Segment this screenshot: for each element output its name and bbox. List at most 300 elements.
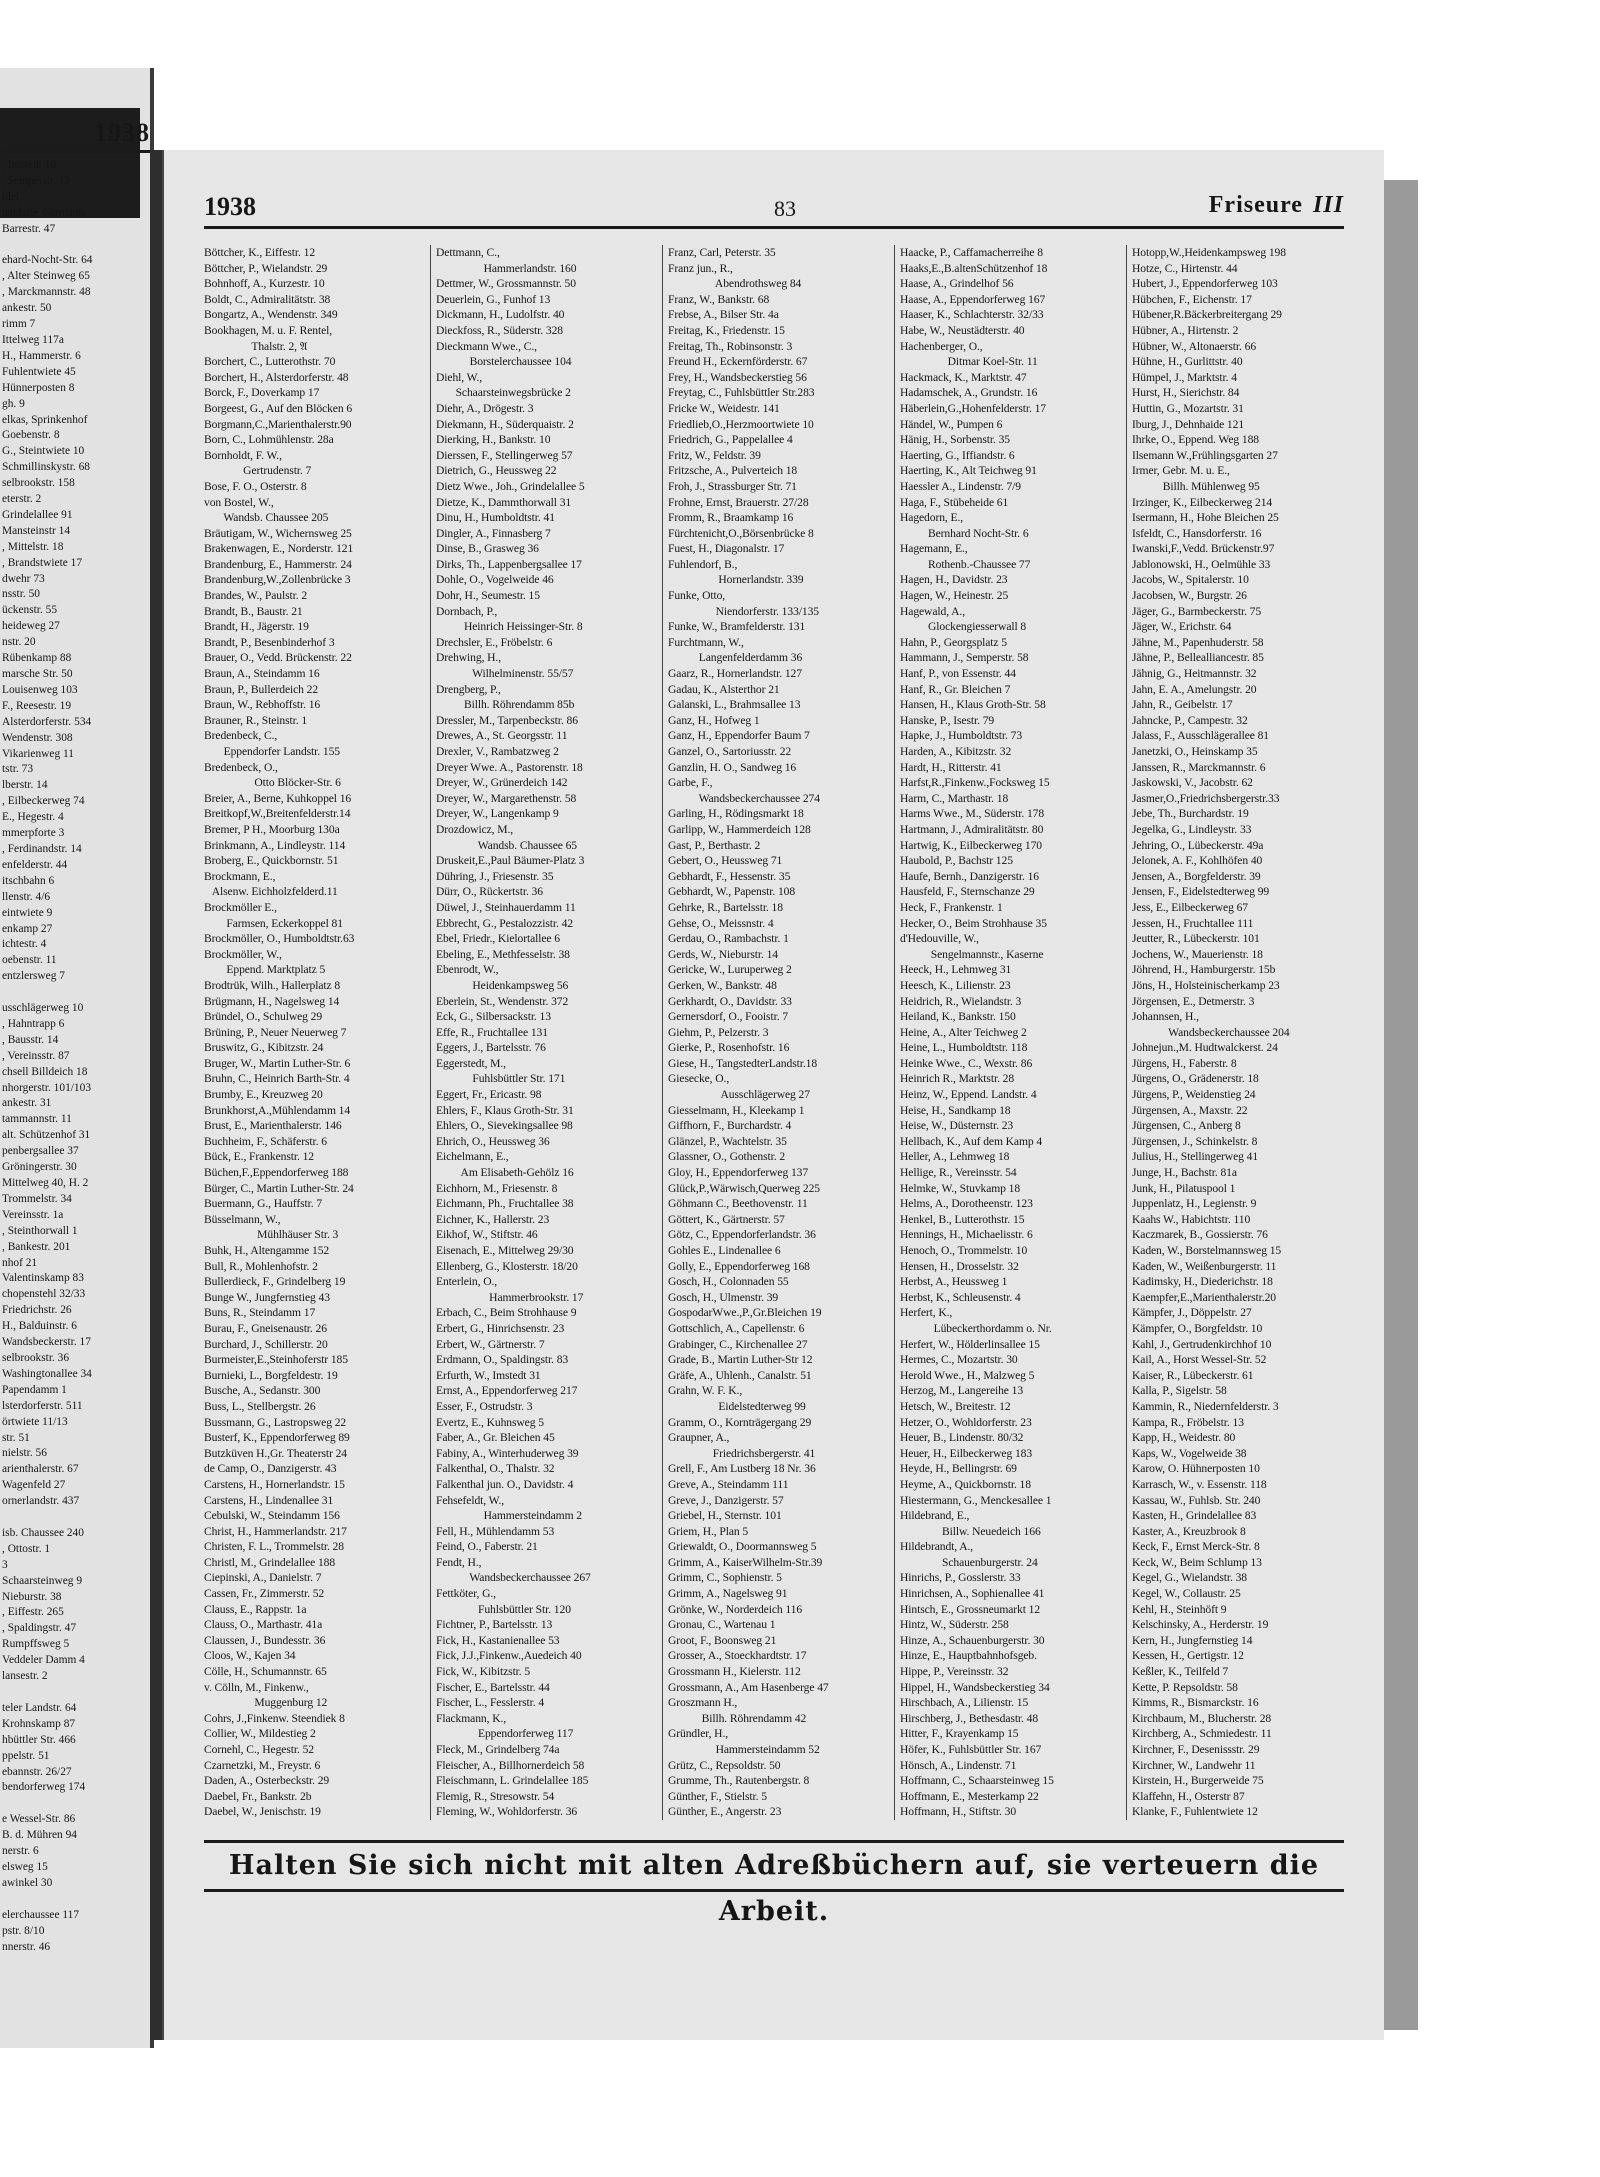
directory-entry: Erbach, C., Beim Strohhause 9 [436, 1306, 577, 1320]
directory-entry: Muggenburg 12 [204, 1696, 328, 1710]
directory-entry: Hübener,R.Bäckerbreitergang 29 [1132, 308, 1282, 322]
left-page-entry: H., Hammerstr. 6 [2, 349, 81, 362]
directory-entry: Gierke, P., Rosenhofstr. 16 [668, 1041, 790, 1055]
left-page-entry: H., Balduinstr. 6 [2, 1320, 77, 1333]
directory-entry: Heuer, B., Lindenstr. 80/32 [900, 1431, 1024, 1445]
left-page-entry: Vereinsstr. 1a [2, 1208, 64, 1221]
directory-entry: Kaiser, R., Lübeckerstr. 61 [1132, 1368, 1254, 1382]
directory-entry: Junge, H., Bachstr. 81a [1132, 1166, 1237, 1180]
directory-entry: Hackmack, K., Marktstr. 47 [900, 370, 1027, 384]
directory-entry: Freitag, Th., Robinsonstr. 3 [668, 339, 793, 353]
directory-entry: Bruhn, C., Heinrich Barth-Str. 4 [204, 1072, 350, 1086]
directory-entry: Bredenbeck, C., [204, 729, 278, 743]
directory-entry: Schauenburgerstr. 24 [900, 1555, 1038, 1569]
directory-entry: Hübner, A., Hirtenstr. 2 [1132, 323, 1239, 337]
directory-entry: Boldt, C., Admiralitätstr. 38 [204, 292, 331, 306]
directory-entry: Günther, E., Angerstr. 23 [668, 1805, 782, 1819]
directory-entry: Billh. Mühlenweg 95 [1132, 479, 1260, 493]
directory-entry: Bredenbeck, O., [204, 760, 278, 774]
directory-entry: Dreyer, W., Grünerdeich 142 [436, 776, 568, 790]
directory-entry: Hapke, J., Humboldtstr. 73 [900, 729, 1023, 743]
directory-entry: Frey, H., Wandsbeckerstieg 56 [668, 370, 807, 384]
left-page-entry: , Brandstwiete 17 [2, 556, 83, 569]
directory-entry: Kirchner, F., Desenissstr. 29 [1132, 1743, 1260, 1756]
directory-entry: Göhmann C., Beethovenstr. 11 [668, 1197, 808, 1211]
directory-entry: Herbst, A., Heussweg 1 [900, 1275, 1008, 1289]
directory-entry: Franz, Carl, Peterstr. 35 [668, 246, 776, 259]
directory-entry: Falkenthal, O., Thalstr. 32 [436, 1462, 555, 1476]
directory-entry: Herbst, K., Schleusenstr. 4 [900, 1290, 1021, 1304]
directory-entry: Habe, W., Neustädterstr. 40 [900, 323, 1025, 337]
directory-entry: Dieckfoss, R., Süderstr. 328 [436, 323, 563, 337]
left-page-entry: , Bausstr. 14 [2, 1033, 59, 1046]
left-page-entry: llenstr. 4/6 [2, 890, 51, 903]
directory-entry: Heiland, K., Bankstr. 150 [900, 1010, 1016, 1024]
directory-entry: Funke, Otto, [668, 589, 726, 603]
directory-entry: Friedlieb,O.,Herzmoortwiete 10 [668, 417, 814, 431]
directory-entry: Fick, W., Kibitzstr. 5 [436, 1665, 531, 1679]
directory-entry: Wandsbeckerchaussee 274 [668, 791, 820, 805]
directory-entry: Brockmöller, W., [204, 947, 282, 961]
directory-entry: Eisenach, E., Mittelweg 29/30 [436, 1244, 574, 1257]
directory-entry: Carstens, H., Lindenallee 31 [204, 1493, 334, 1507]
left-page-entry: nsstr. 50 [2, 588, 40, 601]
directory-entry: Dierssen, F., Stellingerweg 57 [436, 448, 573, 462]
directory-entry: Hardt, H., Ritterstr. 41 [900, 760, 1002, 774]
directory-entry: Fuest, H., Diagonalstr. 17 [668, 542, 785, 556]
directory-entry: v. Cölln, M., Finkenw., [204, 1680, 309, 1694]
directory-entry: Heise, H., Sandkamp 18 [900, 1103, 1011, 1117]
directory-entry: Bohnhoff, A., Kurzestr. 10 [204, 277, 325, 291]
left-page-entry: Friedrichstr. 26 [2, 1304, 72, 1317]
left-page-entry: , Mittelstr. 18 [2, 540, 64, 553]
directory-entry: Haase, A., Eppendorferweg 167 [900, 292, 1046, 306]
directory-entry: Harm, C., Marthastr. 18 [900, 791, 1009, 805]
directory-entry: Dietze, K., Dammthorwall 31 [436, 495, 572, 509]
directory-entry: Groszmann H., [668, 1696, 738, 1710]
directory-entry: Hildebrandt, A., [900, 1540, 974, 1554]
directory-entry: Jahncke, P., Campestr. 32 [1132, 713, 1248, 727]
directory-entry: Hippe, P., Vereinsstr. 32 [900, 1665, 1009, 1679]
directory-entry: Helmke, W., Stuvkamp 18 [900, 1181, 1021, 1195]
left-page-entry: eterstr. 2 [2, 493, 42, 506]
directory-entry: Bürger, C., Martin Luther-Str. 24 [204, 1181, 354, 1195]
left-page-entry: pstr. 8/10 [2, 1924, 45, 1937]
left-page-entry: Fuhlentwiete 45 [2, 365, 76, 378]
directory-entry: Brockmöller, O., Humboldtstr.63 [204, 932, 355, 946]
footer-slogan: Halten Sie sich nicht mit alten Adreßbüchern auf, sie verteuern die Arbeit. [204, 1840, 1344, 1892]
directory-entry: Bull, R., Mohlenhofstr. 2 [204, 1259, 318, 1273]
left-page-entry: lberstr. 14 [2, 779, 48, 792]
directory-entry: Freytag, C., Fuhlsbüttler Str.283 [668, 386, 815, 400]
directory-entry: Brauer, O., Vedd. Brückenstr. 22 [204, 651, 352, 665]
directory-entry: Niendorferstr. 133/135 [668, 604, 819, 618]
directory-entry: Kirchbaum, M., Blucherstr. 28 [1132, 1711, 1272, 1725]
directory-entry: Hintz, W., Süderstr. 258 [900, 1618, 1009, 1632]
directory-entry: Eichner, K., Hallerstr. 23 [436, 1212, 550, 1226]
left-page-entry: , Steinthorwall 1 [2, 1224, 78, 1237]
directory-entry: Ganz, H., Eppendorfer Baum 7 [668, 729, 810, 743]
header-year: 1938 [204, 192, 256, 221]
column-divider [894, 245, 895, 1820]
left-page-entry: , Spaldingstr. 47 [2, 1622, 77, 1635]
left-page-entry: Washingtonallee 34 [2, 1367, 92, 1380]
directory-entry: Griebel, H., Sternstr. 101 [668, 1509, 782, 1523]
directory-entry: Christl, M., Grindelallee 188 [204, 1555, 336, 1569]
page-stack-edge [1382, 180, 1418, 2030]
left-page-entry: gh. 9 [2, 397, 25, 410]
directory-entry: Greve, A., Steindamm 111 [668, 1477, 789, 1491]
directory-entry: GospodarWwe.,P.,Gr.Bleichen 19 [668, 1306, 822, 1320]
directory-entry: Keck, W., Beim Schlump 13 [1132, 1555, 1262, 1569]
directory-entry: Jochens, W., Mauerienstr. 18 [1132, 947, 1263, 961]
directory-entry: Gerkhardt, O., Davidstr. 33 [668, 994, 792, 1008]
directory-entry: Franz, W., Bankstr. 68 [668, 292, 770, 306]
directory-entry: Haufe, Bernh., Danzigerstr. 16 [900, 869, 1039, 883]
directory-entry: Erbert, G., Hinrichsenstr. 23 [436, 1321, 565, 1335]
left-page-entry: teler Landstr. 64 [2, 1701, 77, 1714]
directory-entry: Dühring, J., Friesenstr. 35 [436, 869, 554, 883]
left-page-entry: dwehr 73 [2, 572, 45, 585]
left-page-entry: Goebenstr. 8 [2, 429, 60, 442]
directory-entry: Kaden, W., Borstelmannsweg 15 [1132, 1244, 1282, 1257]
directory-entry: Sengelmannstr., Kaserne [900, 947, 1044, 961]
directory-entry: Hubert, J., Eppendorferweg 103 [1132, 277, 1278, 291]
directory-entry: Brust, E., Marienthalerstr. 146 [204, 1119, 342, 1133]
left-page-entry: Gröningerstr. 30 [2, 1161, 77, 1174]
directory-entry: Gebhardt, W., Papenstr. 108 [668, 885, 796, 899]
directory-column-1 [204, 245, 426, 1820]
left-page-entry: Hünnerposten 8 [2, 381, 75, 394]
left-page-entry: , Semperstr. 12 [2, 174, 71, 187]
directory-entry: Cornehl, C., Hegestr. 52 [204, 1743, 314, 1756]
directory-entry: Burau, F., Gneisenaustr. 26 [204, 1321, 327, 1335]
left-page-entry: selbrookstr. 36 [2, 1351, 70, 1364]
directory-entry: Jehring, O., Lübeckerstr. 49a [1132, 838, 1264, 852]
directory-entry: Gaarz, R., Hornerlandstr. 127 [668, 667, 802, 681]
directory-entry: Kampa, R., Fröbelstr. 13 [1132, 1415, 1244, 1429]
directory-entry: Cloos, W., Kajen 34 [204, 1649, 296, 1663]
directory-entry: Kegel, G., Wielandstr. 38 [1132, 1571, 1247, 1585]
directory-entry: Fick, J.J.,Finkenw.,Auedeich 40 [436, 1649, 582, 1663]
directory-entry: Jalass, F., Ausschlägerallee 81 [1132, 729, 1269, 743]
directory-entry: Effe, R., Fruchtallee 131 [436, 1025, 548, 1039]
left-page-entry: , Eilbeckerweg 74 [2, 795, 85, 808]
directory-entry: Brockmann, E., [204, 869, 276, 883]
directory-entry: Helms, A., Dorotheenstr. 123 [900, 1197, 1033, 1211]
directory-entry: Hanf, P., von Essenstr. 44 [900, 667, 1016, 681]
left-page-entry: , Alter Steinweg 65 [2, 270, 90, 283]
directory-entry: Kahl, J., Gertrudenkirchhof 10 [1132, 1337, 1272, 1351]
directory-entry: Fricke W., Weidestr. 141 [668, 401, 780, 415]
left-page-entry: nhof 21 [2, 1256, 38, 1269]
directory-entry: Eck, G., Silbersackstr. 13 [436, 1010, 551, 1024]
directory-entry: Brunkhorst,A.,Mühlendamm 14 [204, 1103, 351, 1117]
directory-entry: Borck, F., Doverkamp 17 [204, 386, 320, 400]
directory-entry: Dreyer Wwe. A., Pastorenstr. 18 [436, 760, 583, 774]
directory-entry: Hadamschek, A., Grundstr. 16 [900, 386, 1038, 400]
directory-entry: Friedrichsbergerstr. 41 [668, 1446, 816, 1460]
directory-entry: Glockengiesserwall 8 [900, 620, 1027, 634]
left-page-entry: hbüttler Str. 466 [2, 1733, 76, 1746]
left-page-entry: alt. Schützenhof 31 [2, 1129, 91, 1142]
directory-entry: Keßler, K., Teilfeld 7 [1132, 1665, 1229, 1679]
directory-entry: Dieckmann Wwe., C., [436, 339, 537, 353]
directory-entry: Gramm, O., Kornträgergang 29 [668, 1415, 812, 1429]
directory-entry: Galanski, L., Brahmsallee 13 [668, 698, 801, 712]
directory-entry: Haaser, K., Schlachterstr. 32/33 [900, 308, 1044, 322]
directory-entry: Brandt, B., Baustr. 21 [204, 604, 303, 618]
directory-entry: Hirschberg, J., Bethesdastr. 48 [900, 1711, 1039, 1725]
directory-entry: Braun, A., Steindamm 16 [204, 667, 320, 681]
directory-entry: Jürgensen, A., Maxstr. 22 [1132, 1103, 1248, 1117]
directory-entry: Hotopp,W.,Heidenkampsweg 198 [1132, 246, 1286, 259]
directory-entry: Hecker, O., Beim Strohhause 35 [900, 916, 1047, 930]
directory-entry: Drengberg, P., [436, 682, 501, 696]
directory-entry: Busterf, K., Eppendorferweg 89 [204, 1431, 350, 1445]
directory-entry: Dinu, H., Humboldtstr. 41 [436, 511, 555, 525]
directory-entry: Janetzki, O., Heinskamp 35 [1132, 745, 1258, 758]
directory-entry: Haacke, P., Caffamacherreihe 8 [900, 246, 1043, 259]
left-page-entry: idel, [2, 190, 22, 203]
directory-entry: Heesch, K., Lilienstr. 23 [900, 978, 1011, 992]
directory-entry: Esser, F., Ostrudstr. 3 [436, 1399, 533, 1413]
left-page-entry: G., Steintwiete 10 [2, 445, 85, 458]
directory-entry: Klanke, F., Fuhlentwiete 12 [1132, 1805, 1258, 1819]
directory-entry: Mühlhäuser Str. 3 [204, 1228, 339, 1242]
directory-entry: Gosch, H., Colonnaden 55 [668, 1275, 789, 1289]
directory-entry: Giesselmann, H., Kleekamp 1 [668, 1103, 805, 1117]
directory-entry: Harfst,R.,Finkenw.,Focksweg 15 [900, 776, 1050, 790]
directory-entry: Bornholdt, F. W., [204, 448, 282, 462]
left-page-entry: , Bankestr. 201 [2, 1240, 71, 1253]
left-page-entry [2, 238, 148, 254]
directory-entry: Eidelstedterweg 99 [668, 1399, 806, 1413]
directory-entry: Junk, H., Pilatuspool 1 [1132, 1181, 1236, 1195]
directory-entry: von Bostel, W., [204, 495, 274, 509]
left-page-entry: Alsterdorferstr. 534 [2, 715, 92, 728]
directory-entry: Fell, H., Mühlendamm 53 [436, 1524, 555, 1538]
directory-entry: Daebel, W., Jenischstr. 19 [204, 1805, 321, 1819]
left-page-entry: Mittelweg 40, H. 2 [2, 1177, 89, 1189]
left-page-entry: örtwiete 11/13 [2, 1415, 68, 1428]
directory-entry: Bunge W., Jungfernstieg 43 [204, 1290, 330, 1304]
left-page-year: 1938 [4, 118, 150, 153]
directory-entry: Fuhlsbüttler Str. 120 [436, 1602, 571, 1616]
directory-entry: Böttcher, P., Wielandstr. 29 [204, 261, 328, 275]
directory-entry: Kessen, H., Gertigstr. 12 [1132, 1649, 1244, 1663]
directory-entry: Gehrke, R., Bartelsstr. 18 [668, 900, 783, 914]
left-page-entry: Vikarienweg 11 [2, 747, 74, 760]
directory-entry: Borstelerchaussee 104 [436, 355, 572, 369]
directory-entry: Carstens, H., Hornerlandstr. 15 [204, 1477, 345, 1491]
directory-entry: Christen, F. L., Trommelstr. 28 [204, 1540, 344, 1554]
directory-entry: Flackmann, K., [436, 1711, 507, 1725]
directory-entry: Garbe, F., [668, 776, 713, 790]
directory-entry: Ehlers, F., Klaus Groth-Str. 31 [436, 1103, 574, 1117]
directory-entry: Böttcher, K., Eiffestr. 12 [204, 246, 316, 259]
directory-entry: d'Hedouville, W., [900, 932, 979, 946]
left-page-entry: Louisenweg 103 [2, 683, 78, 696]
directory-entry: Drewes, A., St. Georgsstr. 11 [436, 729, 568, 743]
directory-entry: Greve, J., Danzigerstr. 57 [668, 1493, 784, 1507]
directory-entry: Ernst, A., Eppendorferweg 217 [436, 1384, 578, 1398]
column-divider [1126, 245, 1127, 1820]
left-page-entry: Valentinskamp 83 [2, 1272, 84, 1285]
directory-entry: Fendt, H., [436, 1555, 482, 1569]
directory-entry: Billh. Röhrendamm 85b [436, 698, 575, 712]
directory-entry: Dressler, M., Tarpenbeckstr. 86 [436, 713, 578, 727]
directory-entry: Grimm, C., Sophienstr. 5 [668, 1571, 782, 1585]
directory-entry: Fritzsche, A., Pulverteich 18 [668, 464, 798, 478]
directory-entry: Jähne, P., Bellealliancestr. 85 [1132, 651, 1264, 665]
left-page-entry: entzlersweg 7 [2, 970, 65, 983]
directory-entry: Broberg, E., Quickbornstr. 51 [204, 854, 339, 868]
left-page-entry: enkamp 27 [2, 922, 53, 935]
directory-entry: Bullerdieck, F., Grindelberg 19 [204, 1275, 346, 1289]
directory-entry: Schaarsteinwegsbrücke 2 [436, 386, 571, 400]
directory-entry: Dohr, H., Seumestr. 15 [436, 589, 540, 603]
left-page-entry: Ittelweg 117a [2, 333, 64, 346]
left-page-entry: nnerstr. 46 [2, 1940, 51, 1953]
directory-entry: Griewaldt, O., Doormannsweg 5 [668, 1540, 817, 1554]
directory-entry: Grahn, W. F. K., [668, 1384, 743, 1398]
right-page [162, 150, 1384, 2040]
directory-entry: Herzog, M., Langereihe 13 [900, 1384, 1024, 1398]
directory-entry: Heise, W., Düsternstr. 23 [900, 1119, 1014, 1133]
directory-entry: Glück,P.,Wärwisch,Querweg 225 [668, 1181, 820, 1195]
directory-entry: Heidrich, R., Wielandstr. 3 [900, 994, 1022, 1008]
directory-column-5 [1132, 245, 1346, 1820]
left-page-entry: ppelstr. 51 [2, 1749, 50, 1762]
directory-entry: Hurst, H., Sierichstr. 84 [1132, 386, 1240, 400]
left-page-entry: Papendamm 1 [2, 1383, 67, 1396]
left-page-entry: arienthalerstr. 67 [2, 1463, 79, 1476]
directory-entry: Bück, E., Frankenstr. 12 [204, 1150, 314, 1164]
directory-entry: Am Elisabeth-Gehölz 16 [436, 1166, 574, 1180]
column-divider [662, 245, 663, 1820]
directory-entry: Iburg, J., Dehnhaide 121 [1132, 417, 1245, 431]
directory-entry: Hildebrand, E., [900, 1509, 970, 1523]
directory-entry: Herold Wwe., H., Malzweg 5 [900, 1368, 1035, 1382]
directory-entry: Christ, H., Hammerlandstr. 217 [204, 1524, 347, 1538]
directory-entry: Hausfeld, F., Sternschanze 29 [900, 885, 1035, 899]
directory-entry: Gloy, H., Eppendorferweg 137 [668, 1166, 809, 1180]
directory-entry: Buns, R., Steindamm 17 [204, 1306, 316, 1320]
directory-entry: Hitter, F., Krayenkamp 15 [900, 1727, 1019, 1741]
left-page-entry: , Ferdinandstr. 14 [2, 842, 82, 855]
directory-entry: Jasmer,O.,Friedrichsbergerstr.33 [1132, 791, 1280, 805]
directory-entry: Glassner, O., Gothenstr. 2 [668, 1150, 786, 1164]
directory-entry: Hübchen, F., Eichenstr. 17 [1132, 292, 1252, 306]
directory-entry: Diehr, A., Drögestr. 3 [436, 401, 534, 415]
left-page-entry: 3 [2, 1558, 8, 1571]
directory-entry: Heuer, H., Eilbeckerweg 183 [900, 1446, 1033, 1460]
directory-entry: Brauner, R., Steinstr. 1 [204, 713, 308, 727]
directory-entry: Ausschlägerweg 27 [668, 1088, 810, 1102]
directory-entry: Buss, L., Stellbergstr. 26 [204, 1399, 316, 1413]
directory-entry: Braun, P., Bullerdeich 22 [204, 682, 319, 696]
directory-entry: Fabiny, A., Winterhuderweg 39 [436, 1446, 579, 1460]
directory-entry: Jürgensen, C., Anberg 8 [1132, 1119, 1241, 1133]
directory-entry: Freitag, K., Friedenstr. 15 [668, 323, 785, 337]
directory-entry: Deuerlein, G., Funhof 13 [436, 292, 551, 306]
directory-entry: Brodtrük, Wilh., Hallerplatz 8 [204, 978, 341, 992]
directory-entry: Eggerstedt, M., [436, 1056, 506, 1070]
directory-entry: Hagen, H., Davidstr. 23 [900, 573, 1008, 587]
left-page-entry: ankestr. 50 [2, 302, 52, 315]
directory-entry: Kaahs W., Habichtstr. 110 [1132, 1212, 1251, 1226]
directory-entry: Hiestermann, G., Menckesallee 1 [900, 1493, 1052, 1507]
directory-entry: Bremer, P H., Moorburg 130a [204, 822, 340, 836]
left-page-entry: Wandsbeckerstr. 17 [2, 1336, 91, 1349]
directory-entry: Braun, W., Rebhoffstr. 16 [204, 698, 321, 712]
directory-entry: Grimm, A., KaiserWilhelm-Str.39 [668, 1555, 823, 1569]
left-page-entry: Wendenstr. 308 [2, 731, 73, 744]
directory-entry: Gehse, O., Meissnstr. 4 [668, 916, 774, 930]
directory-entry: Brandes, W., Paulstr. 2 [204, 589, 308, 603]
directory-entry: Kämpfer, O., Borgfeldstr. 10 [1132, 1321, 1263, 1335]
directory-entry: Erdmann, O., Spaldingstr. 83 [436, 1353, 569, 1367]
directory-entry: Billw. Neuedeich 166 [900, 1524, 1041, 1538]
directory-entry: Bose, F. O., Osterstr. 8 [204, 479, 307, 493]
left-page-entry: , Vereinsstr. 87 [2, 1049, 70, 1062]
directory-entry: Hühne, H., Gurlittstr. 40 [1132, 355, 1243, 369]
directory-entry: Kaempfer,E.,Marienthalerstr.20 [1132, 1290, 1276, 1304]
directory-entry: Eikhof, W., Stiftstr. 46 [436, 1228, 538, 1242]
directory-entry: Dettmer, W., Grossmannstr. 50 [436, 277, 576, 291]
left-page-entry: ornerlandstr. 437 [2, 1495, 80, 1508]
left-page-entry: , Ottostr. 1 [2, 1542, 51, 1555]
directory-entry: Kegel, W., Collaustr. 25 [1132, 1587, 1241, 1601]
directory-entry: Ehrich, O., Heussweg 36 [436, 1134, 550, 1148]
directory-entry: Langenfelderdamm 36 [668, 651, 803, 665]
left-page-entry: ichtestr. 4 [2, 938, 47, 951]
directory-entry: Falkenthal jun. O., Davidstr. 4 [436, 1477, 574, 1491]
page-header [204, 192, 1344, 229]
directory-entry: Jürgens, H., Faberstr. 8 [1132, 1056, 1237, 1070]
left-page-entry: rimm 7 [2, 318, 36, 331]
directory-entry: Harden, A., Kibitzstr. 32 [900, 745, 1012, 758]
directory-entry: Hennings, H., Michaelisstr. 6 [900, 1228, 1033, 1242]
directory-entry: Kalla, P., Sigelstr. 58 [1132, 1384, 1227, 1398]
directory-entry: Heyme, A., Quickbornstr. 18 [900, 1477, 1031, 1491]
column-divider [430, 245, 431, 1820]
directory-entry: Brandt, P., Besenbinderhof 3 [204, 635, 335, 649]
directory-entry: Hellbach, K., Auf dem Kamp 4 [900, 1134, 1043, 1148]
directory-entry: Kapp, H., Weidestr. 80 [1132, 1431, 1236, 1445]
directory-entry: Heinrich Heissinger-Str. 8 [436, 620, 583, 634]
directory-entry: Fick, H., Kastanienallee 53 [436, 1633, 560, 1647]
directory-entry: Grosser, A., Stoeckhardtstr. 17 [668, 1649, 807, 1663]
directory-entry: Büsselmann, W., [204, 1212, 281, 1226]
directory-entry: Garling, H., Rödingsmarkt 18 [668, 807, 804, 821]
directory-entry: Gebhardt, F., Hessenstr. 35 [668, 869, 791, 883]
directory-entry: Glänzel, P., Wachtelstr. 35 [668, 1134, 787, 1148]
directory-entry: Erfurth, W., Imstedt 31 [436, 1368, 541, 1382]
directory-entry: Faber, A., Gr. Bleichen 45 [436, 1431, 555, 1445]
directory-entry: Dreyer, W., Langenkamp 9 [436, 807, 559, 821]
directory-entry: Ihrke, O., Eppend. Weg 188 [1132, 433, 1259, 447]
left-page-entry: oebenstr. 11 [2, 954, 57, 967]
directory-entry: Fichtner, P., Bartelsstr. 13 [436, 1618, 553, 1632]
directory-entry: Giesecke, O., [668, 1072, 730, 1086]
directory-entry: Händel, W., Pumpen 6 [900, 417, 1003, 431]
directory-entry: Grumme, Th., Rautenbergstr. 8 [668, 1774, 810, 1788]
directory-entry: Hoffmann, E., Mesterkamp 22 [900, 1789, 1039, 1803]
directory-entry: Heinrich R., Marktstr. 28 [900, 1072, 1015, 1086]
directory-entry: Jörgensen, E., Detmerstr. 3 [1132, 994, 1255, 1008]
